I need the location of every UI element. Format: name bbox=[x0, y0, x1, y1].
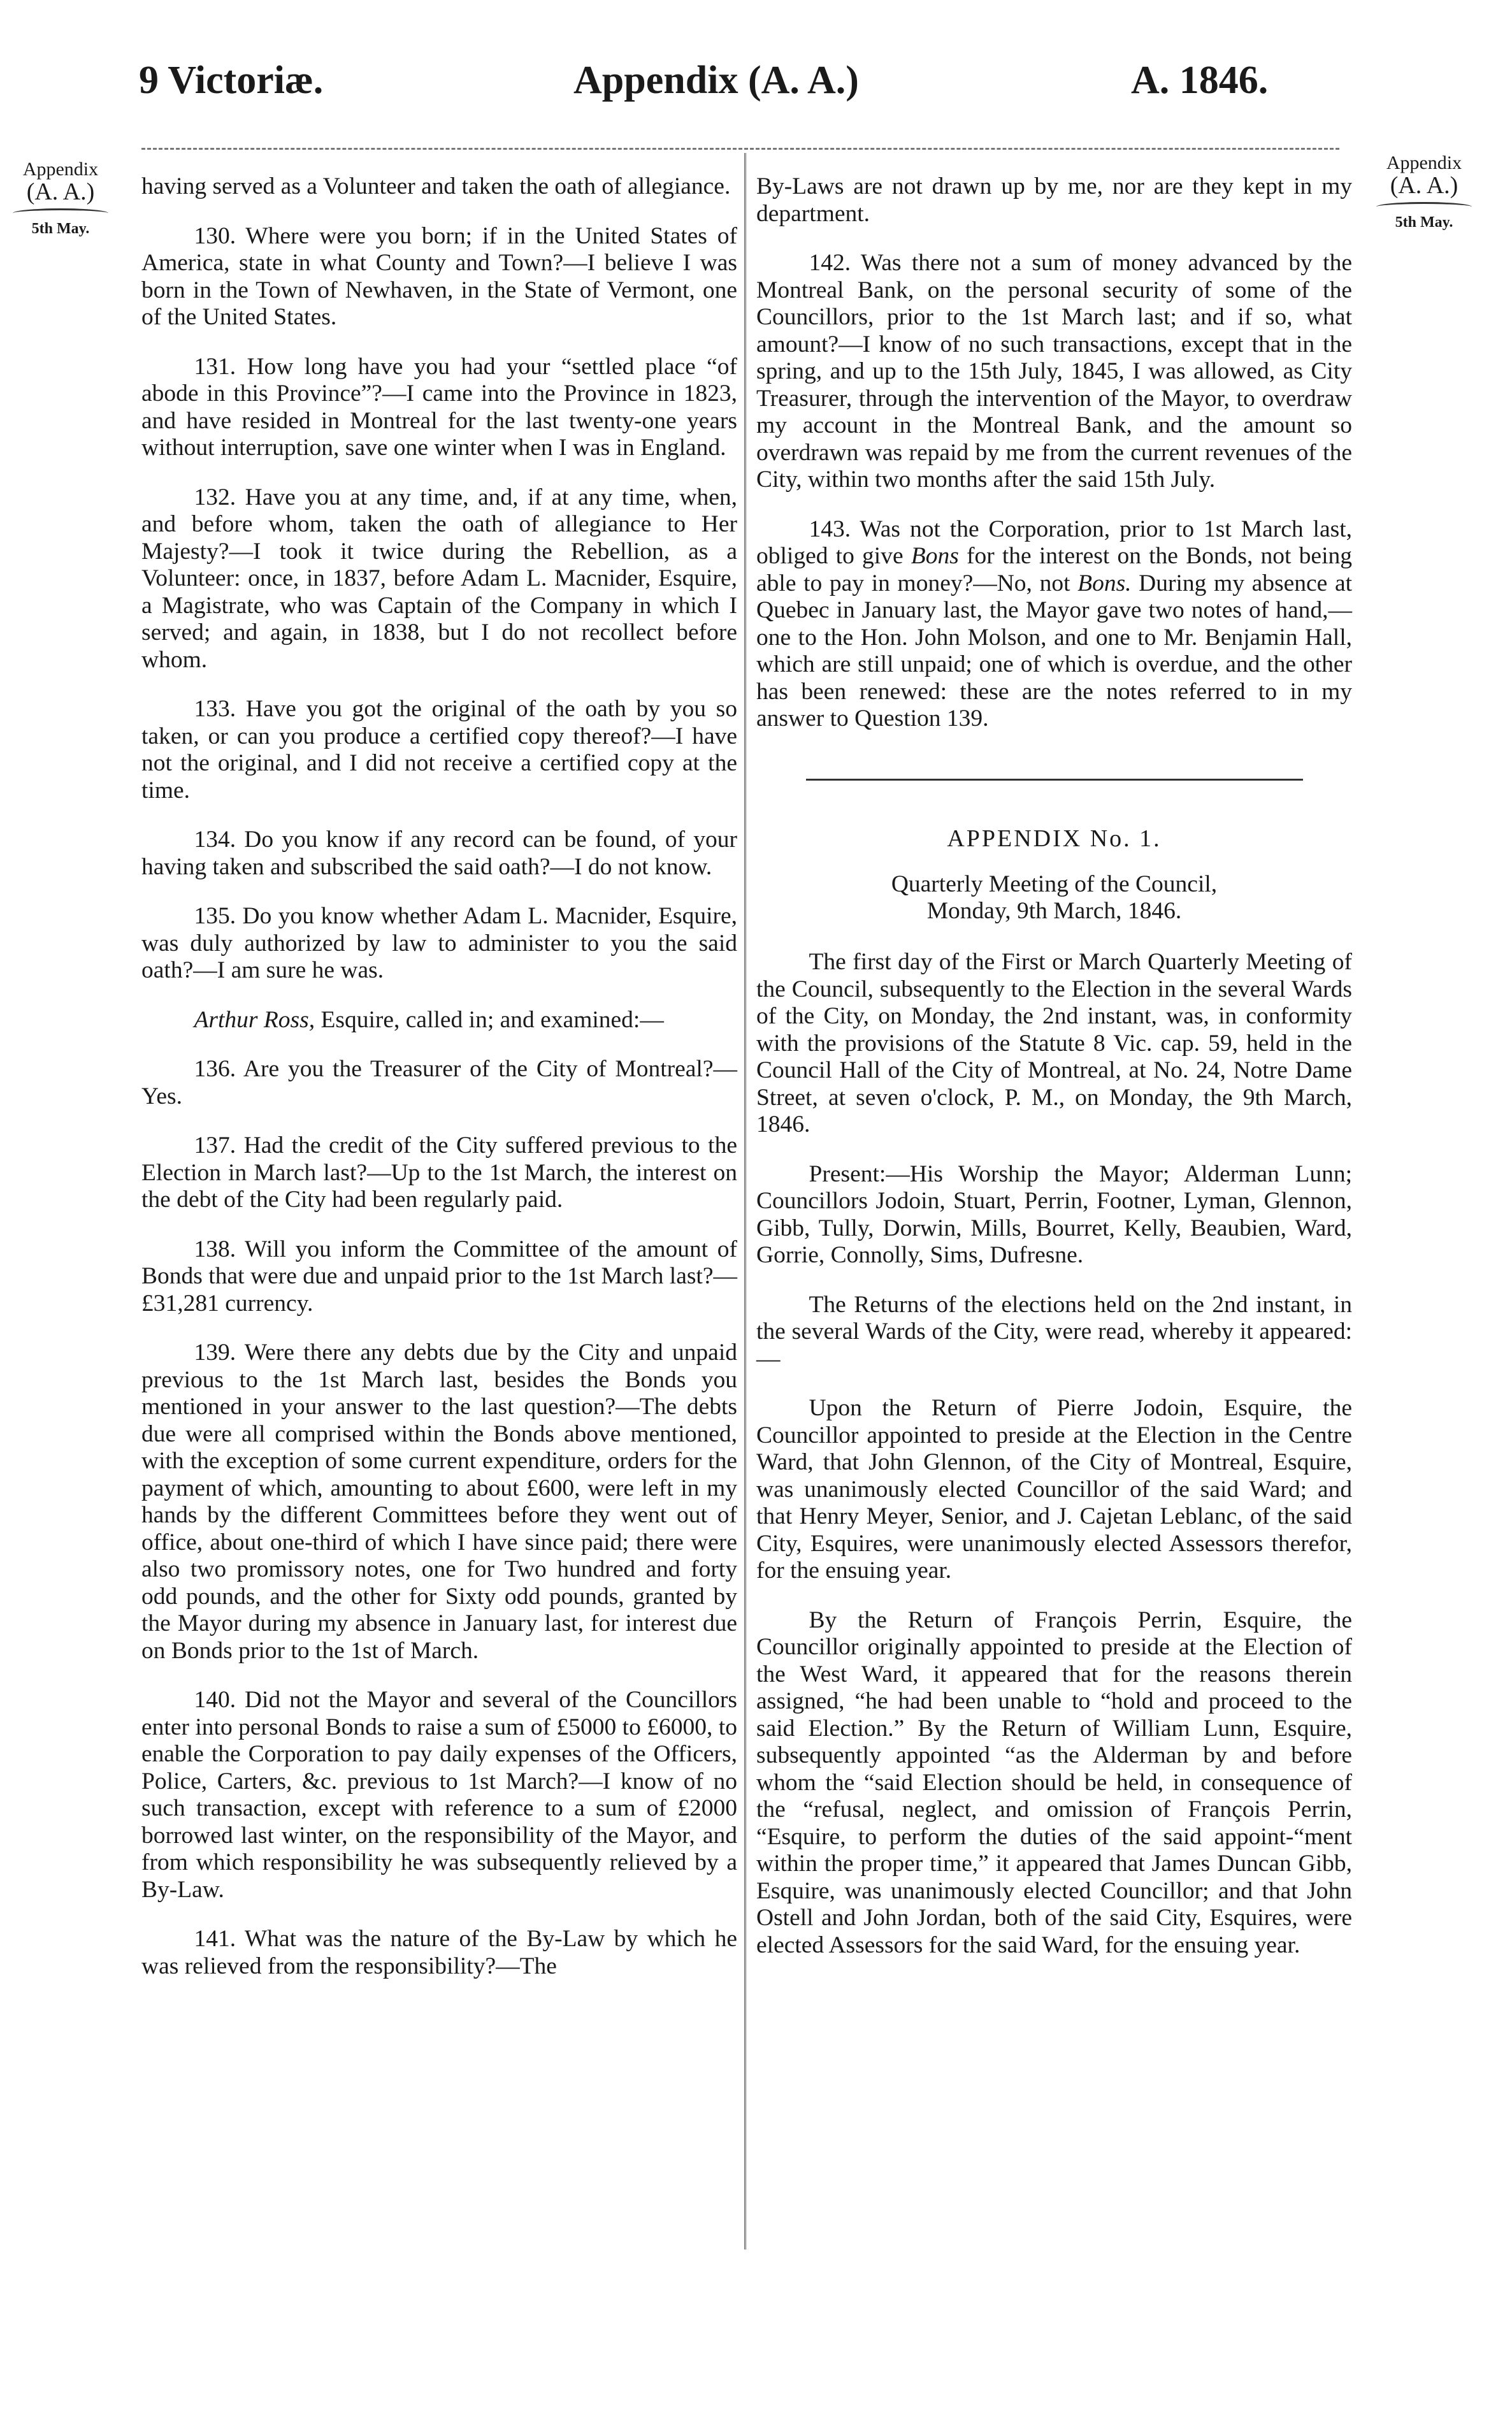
question-136: 136. Are you the Treasurer of the City of Montreal?—Yes. bbox=[141, 1056, 737, 1109]
margin-note-line2: (A. A.) bbox=[1390, 171, 1458, 199]
margin-note-line2: (A. A.) bbox=[26, 178, 95, 205]
text-run: 143. Was not the Corporation, prior to 1st March last, obliged to give bbox=[756, 516, 1352, 569]
appendix-subtitle-line2: Monday, 9th March, 1846. bbox=[926, 898, 1182, 924]
header-rule bbox=[141, 148, 1339, 150]
witness-name: Arthur Ross, bbox=[194, 1006, 315, 1033]
italic-run: Bons. bbox=[1077, 570, 1132, 596]
header-title: Appendix (A. A.) bbox=[573, 59, 859, 102]
paragraph: having served as a Volunteer and taken the oath of allegiance. bbox=[141, 173, 731, 199]
margin-note-line1: Appendix bbox=[22, 159, 99, 180]
italic-run: Bons bbox=[911, 543, 959, 569]
margin-note-line1: Appendix bbox=[1386, 152, 1462, 173]
question-142: 142. Was there not a sum of money advanced by the Montreal Bank, on the personal security of some of the Councillors, prior to the 1st March last; and if so, what amount?—I know of no such transactions, except that in the spring, and up to the 15th July, 1845, I was allowed, as City Treasurer, through the intervention of the Mayor, to overdraw my account in the Montreal Bank, and the amount so overdrawn was repaid by me from the current revenues of the City, within two months after the said 15th July. bbox=[756, 250, 1352, 493]
column-divider bbox=[744, 153, 746, 2249]
margin-note-date: 5th May. bbox=[1395, 214, 1453, 231]
question-135: 135. Do you know whether Adam L. Macnider, Esquire, was duly authorized by law to administer to you the said oath?—I am sure he was. bbox=[141, 903, 737, 983]
appendix-paragraph: Upon the Return of Pierre Jodoin, Esquire, the Councillor appointed to preside at the Election in the Centre Ward, that John Glennon, of the City of Montreal, Esquire, was unanimously elected Councillor of the said Ward; and that Henry Meyer, Senior, and J. Cajetan Leblanc, of the said City, Esquires, were unanimously elected Assessors therefor, for the ensuing year. bbox=[756, 1395, 1352, 1584]
question-139: 139. Were there any debts due by the City and unpaid previous to the 1st March last, besides the Bonds you mentioned in your answer to the last question?—The debts due were all comprised within the Bonds above mentioned, with the exception of some current expenditure, orders for the payment of which, amounting to about £600, were left in my hands by the different Committees before they went out of office, about one-third of which I have since paid; there were also two promissory notes, one for Two hundred and forty odd pounds, and the other for Sixty odd pounds, granted by the Mayor during my absence in January last, for interest due on Bonds prior to the 1st of March. bbox=[141, 1339, 737, 1664]
header-year: A. 1846. bbox=[1131, 59, 1269, 102]
question-143 bbox=[756, 516, 1352, 733]
appendix-title: APPENDIX No. 1. bbox=[947, 825, 1162, 852]
question-132: 132. Have you at any time, and, if at any time, when, and before whom, taken the oath of allegiance to Her Majesty?—I took it twice during the Rebellion, as a Volunteer: once, in 1837, before Adam L. Macnider, Esquire, a Magistrate, who was Captain of the Company in which I served; and again, in 1838, but I do not recollect before whom. bbox=[141, 484, 737, 673]
question-141: 141. What was the nature of the By-Law by which he was relieved from the responsibility?—The bbox=[141, 1926, 737, 1979]
section-separator bbox=[806, 779, 1303, 781]
witness-text: Esquire, called in; and examined:— bbox=[315, 1006, 664, 1033]
question-131: 131. How long have you had your “settled place “of abode in this Province”?—I came into the Province in 1823, and have resided in Montreal for the last twenty-one years without interruption, save one winter when I was in England. bbox=[141, 353, 737, 461]
appendix-subtitle bbox=[756, 871, 1352, 925]
question-140: 140. Did not the Mayor and several of the Councillors enter into personal Bonds to raise a sum of £5000 to £6000, to enable the Corporation to pay daily expenses of the Officers, Police, Carters, &c. previous to 1st March?—I know of no such transaction, except with reference to a sum of £2000 borrowed last winter, on the responsibility of the Mayor, and from which responsibility he was subsequently relieved by a By-Law. bbox=[141, 1687, 737, 1903]
right-column bbox=[756, 173, 1352, 1981]
question-134: 134. Do you know if any record can be found, of your having taken and subscribed the said oath?—I do not know. bbox=[141, 827, 737, 880]
appendix-paragraph: The first day of the First or March Quarterly Meeting of the Council, subsequently to the Election in the several Wards of the City, on Monday, the 2nd instant, was, in conformity with the provisions of the Statute 8 Vic. cap. 59, held in the Council Hall of the City of Montreal, at No. 24, Notre Dame Street, at seven o'clock, P. M., on Monday, the 9th March, 1846. bbox=[756, 949, 1352, 1137]
witness-line bbox=[141, 1007, 737, 1034]
appendix-subtitle-line1: Quarterly Meeting of the Council, bbox=[891, 871, 1218, 897]
question-141-continued: By-Laws are not drawn up by me, nor are they kept in my department. bbox=[756, 173, 1352, 227]
left-column bbox=[141, 173, 737, 2002]
question-130: 130. Where were you born; if in the United States of America, state in what County and Town?—I believe I was born in the Town of Newhaven, in the State of Vermont, one of the United States. bbox=[141, 222, 737, 330]
margin-note-left bbox=[6, 159, 115, 238]
text-run: for the interest on the Bonds, not being able to pay in money?—No, not bbox=[756, 543, 1352, 596]
appendix-paragraph: Present:—His Worship the Mayor; Alderman Lunn; Councillors Jodoin, Stuart, Perrin, Footner, Lyman, Glennon, Gibb, Tully, Dorwin, Mills, Bourret, Kelly, Beaubien, Ward, Gorrie, Connolly, Sims, Dufresne. bbox=[756, 1160, 1352, 1268]
appendix-paragraph: By the Return of François Perrin, Esquire, the Councillor originally appointed to preside at the Election of the West Ward, it appeared that for the reasons therein assigned, “he had been unable to “hold and proceed to the said Election.” By the Return of William Lunn, Esquire, subsequently appointed “as the Alderman by and before whom the “said Election should be held, in consequence of the “refusal, neglect, and omission of François Perrin, “Esquire, to perform the duties of the said appoint-“ment within the proper time,” it appeared that James Duncan Gibb, Esquire, was unanimously elected Councillor; and that John Ostell and John Jordan, both of the said City, Esquires, were elected Assessors for the said Ward, for the ensuing year. bbox=[756, 1607, 1352, 1958]
text-run: During my absence at Quebec in January last, the Mayor gave two notes of hand,—one to the Hon. John Molson, and one to Mr. Benjamin Hall, which are still unpaid; one of which is overdue, and the other has been renewed: these are the notes referred to in my answer to Question 139. bbox=[756, 570, 1353, 732]
header-left: 9 Victoriæ. bbox=[139, 59, 324, 102]
margin-note-date: 5th May. bbox=[31, 220, 90, 238]
question-138: 138. Will you inform the Committee of the amount of Bonds that were due and unpaid prior to the 1st March last?—£31,281 currency. bbox=[141, 1236, 737, 1317]
question-137: 137. Had the credit of the City suffered previous to the Election in March last?—Up to the 1st March, the interest on the debt of the City had been regularly paid. bbox=[141, 1132, 737, 1213]
question-133: 133. Have you got the original of the oath by you so taken, or can you produce a certified copy thereof?—I have not the original, and I did not receive a certified copy at the time. bbox=[141, 696, 737, 804]
margin-brace bbox=[1376, 202, 1472, 212]
margin-brace bbox=[13, 208, 108, 218]
appendix-paragraph: The Returns of the elections held on the 2nd instant, in the several Wards of the City, were read, whereby it appeared:— bbox=[756, 1291, 1352, 1372]
margin-note-right bbox=[1370, 153, 1478, 231]
